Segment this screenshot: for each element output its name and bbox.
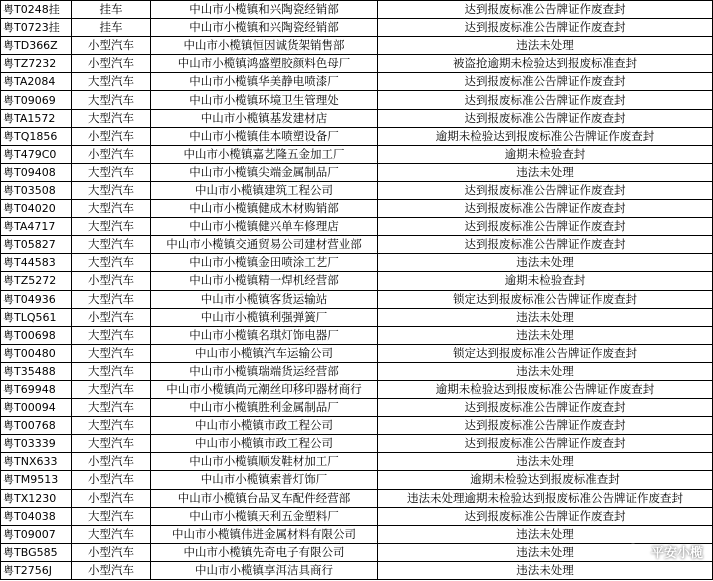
owner-cell: 中山市小榄镇尖端金属制品厂 — [151, 163, 378, 181]
plate-cell: 粤TM9513 — [1, 471, 72, 489]
status-cell: 达到报废标准公告牌证作废查封 — [378, 399, 713, 417]
plate-cell: 粤TA2084 — [1, 73, 72, 91]
vehicle-type-cell: 大型汽车 — [72, 399, 151, 417]
owner-cell: 中山市小榄镇台品叉车配件经营部 — [151, 489, 378, 507]
status-cell: 逾期未检验达到报废标准公告牌证作废查封 — [378, 127, 713, 145]
owner-cell: 中山市小榄镇建筑工程公司 — [151, 181, 378, 199]
plate-cell: 粤T2756J — [1, 561, 72, 579]
plate-cell: 粤T09007 — [1, 525, 72, 543]
vehicle-type-cell: 大型汽车 — [72, 91, 151, 109]
owner-cell: 中山市小榄镇汽车运输公司 — [151, 344, 378, 362]
watermark-text: 平安小榄 — [650, 546, 703, 561]
vehicle-type-cell: 小型汽车 — [72, 55, 151, 73]
table-row — [1, 37, 713, 55]
status-cell: 违法未处理 — [378, 163, 713, 181]
vehicle-type-cell: 大型汽车 — [72, 200, 151, 218]
plate-cell: 粤TNX633 — [1, 453, 72, 471]
table-row — [1, 109, 713, 127]
plate-cell: 粤T0248挂 — [1, 1, 72, 19]
table-row — [1, 1, 713, 19]
plate-cell: 粤T03508 — [1, 181, 72, 199]
table-row — [1, 73, 713, 91]
plate-cell: 粤TQ1856 — [1, 127, 72, 145]
table-row — [1, 453, 713, 471]
status-cell: 违法未处理 — [378, 308, 713, 326]
vehicle-type-cell: 小型汽车 — [72, 272, 151, 290]
plate-cell: 粤TA1572 — [1, 109, 72, 127]
owner-cell: 中山市小榄镇伟进金属材料有限公司 — [151, 525, 378, 543]
owner-cell: 中山市小榄镇交通贸易公司建材营业部 — [151, 236, 378, 254]
owner-cell: 中山市小榄镇健成木材购销部 — [151, 200, 378, 218]
vehicle-type-cell: 大型汽车 — [72, 236, 151, 254]
table-row — [1, 218, 713, 236]
owner-cell: 中山市小榄镇精一焊机经营部 — [151, 272, 378, 290]
table-row — [1, 561, 713, 579]
table-row — [1, 91, 713, 109]
vehicle-type-cell: 小型汽车 — [72, 471, 151, 489]
status-cell: 达到报废标准公告牌证作废查封 — [378, 1, 713, 19]
plate-cell: 粤T04038 — [1, 507, 72, 525]
vehicle-type-cell: 大型汽车 — [72, 254, 151, 272]
status-cell: 达到报废标准公告牌证作废查封 — [378, 200, 713, 218]
status-cell: 逾期未检验达到报废标准查封 — [378, 471, 713, 489]
vehicle-type-cell: 大型汽车 — [72, 163, 151, 181]
status-cell: 违法未处理逾期未检验达到报废标准公告牌证作废查封 — [378, 489, 713, 507]
vehicle-type-cell: 小型汽车 — [72, 453, 151, 471]
owner-cell: 中山市小榄镇顺发鞋材加工厂 — [151, 453, 378, 471]
vehicle-type-cell: 小型汽车 — [72, 543, 151, 561]
vehicle-type-cell: 小型汽车 — [72, 145, 151, 163]
status-cell: 达到报废标准公告牌证作废查封 — [378, 218, 713, 236]
plate-cell: 粤TZ7232 — [1, 55, 72, 73]
table-row — [1, 489, 713, 507]
plate-cell: 粤T09408 — [1, 163, 72, 181]
plate-cell: 粤T0723挂 — [1, 19, 72, 37]
table-row — [1, 200, 713, 218]
owner-cell: 中山市小榄镇佳本喷塑设备厂 — [151, 127, 378, 145]
owner-cell: 中山市小榄镇基发建材店 — [151, 109, 378, 127]
vehicle-type-cell: 大型汽车 — [72, 525, 151, 543]
table-row — [1, 344, 713, 362]
table-row — [1, 543, 713, 561]
vehicle-type-cell: 小型汽车 — [72, 37, 151, 55]
table-row — [1, 127, 713, 145]
vehicle-type-cell: 小型汽车 — [72, 561, 151, 579]
table-row — [1, 290, 713, 308]
vehicle-type-cell: 大型汽车 — [72, 417, 151, 435]
status-cell: 逾期未检验达到报废标准公告牌证作废查封 — [378, 380, 713, 398]
table-row — [1, 19, 713, 37]
plate-cell: 粤TLQ561 — [1, 308, 72, 326]
vehicle-type-cell: 大型汽车 — [72, 362, 151, 380]
status-cell: 锁定达到报废标准公告牌证作废查封 — [378, 344, 713, 362]
table-row — [1, 399, 713, 417]
table-row — [1, 145, 713, 163]
vehicle-type-cell: 大型汽车 — [72, 380, 151, 398]
status-cell: 达到报废标准公告牌证作废查封 — [378, 435, 713, 453]
owner-cell: 中山市小榄镇尚元潮丝印移印器材商行 — [151, 380, 378, 398]
status-cell: 违法未处理 — [378, 326, 713, 344]
owner-cell: 中山市小榄镇和兴陶瓷经销部 — [151, 1, 378, 19]
table-row — [1, 236, 713, 254]
owner-cell: 中山市小榄镇和兴陶瓷经销部 — [151, 19, 378, 37]
table-row — [1, 272, 713, 290]
owner-cell: 中山市小榄镇金田喷涂工艺厂 — [151, 254, 378, 272]
vehicle-type-cell: 大型汽车 — [72, 507, 151, 525]
status-cell: 逾期未检验查封 — [378, 145, 713, 163]
owner-cell: 中山市小榄镇环境卫生管理处 — [151, 91, 378, 109]
status-cell: 达到报废标准公告牌证作废查封 — [378, 417, 713, 435]
owner-cell: 中山市小榄镇市政工程公司 — [151, 435, 378, 453]
owner-cell: 中山市小榄镇恒因诚货架销售部 — [151, 37, 378, 55]
table-row — [1, 435, 713, 453]
plate-cell: 粤T69948 — [1, 380, 72, 398]
status-cell: 违法未处理 — [378, 362, 713, 380]
owner-cell: 中山市小榄镇先奇电子有限公司 — [151, 543, 378, 561]
owner-cell: 中山市小榄镇瑞端货运经营部 — [151, 362, 378, 380]
owner-cell: 中山市小榄镇名琪灯饰电器厂 — [151, 326, 378, 344]
plate-cell: 粤T04020 — [1, 200, 72, 218]
plate-cell: 粤T00768 — [1, 417, 72, 435]
vehicle-type-cell: 大型汽车 — [72, 326, 151, 344]
plate-cell: 粤T03339 — [1, 435, 72, 453]
vehicle-type-cell: 挂车 — [72, 19, 151, 37]
table-row — [1, 163, 713, 181]
owner-cell: 中山市小榄镇嘉艺隆五金加工厂 — [151, 145, 378, 163]
owner-cell: 中山市小榄镇享洱洁具商行 — [151, 561, 378, 579]
plate-cell: 粤T04936 — [1, 290, 72, 308]
vehicle-type-cell: 小型汽车 — [72, 308, 151, 326]
status-cell: 达到报废标准公告牌证作废查封 — [378, 73, 713, 91]
vehicle-type-cell: 小型汽车 — [72, 127, 151, 145]
vehicle-type-cell: 大型汽车 — [72, 181, 151, 199]
vehicle-type-cell: 大型汽车 — [72, 290, 151, 308]
plate-cell: 粤T00480 — [1, 344, 72, 362]
plate-cell: 粤T00094 — [1, 399, 72, 417]
plate-cell: 粤T05827 — [1, 236, 72, 254]
owner-cell: 中山市小榄镇胜利金属制品厂 — [151, 399, 378, 417]
owner-cell: 中山市小榄镇索普灯饰厂 — [151, 471, 378, 489]
owner-cell: 中山市小榄镇市政工程公司 — [151, 417, 378, 435]
table-row — [1, 417, 713, 435]
vehicle-type-cell: 大型汽车 — [72, 435, 151, 453]
table-row — [1, 326, 713, 344]
vehicle-type-cell: 大型汽车 — [72, 109, 151, 127]
table-row — [1, 308, 713, 326]
plate-cell: 粤TBG585 — [1, 543, 72, 561]
table-row — [1, 181, 713, 199]
plate-cell: 粤T09069 — [1, 91, 72, 109]
owner-cell: 中山市小榄镇华美静电喷漆厂 — [151, 73, 378, 91]
plate-cell: 粤TX1230 — [1, 489, 72, 507]
status-cell: 违法未处理 — [378, 254, 713, 272]
vehicle-type-cell: 小型汽车 — [72, 489, 151, 507]
status-cell: 达到报废标准公告牌证作废查封 — [378, 19, 713, 37]
vehicle-table-body — [1, 1, 713, 580]
plate-cell: 粤T44583 — [1, 254, 72, 272]
status-cell: 违法未处理 — [378, 37, 713, 55]
owner-cell: 中山市小榄镇鸿盛塑胶颜料色母厂 — [151, 55, 378, 73]
status-cell: 达到报废标准公告牌证作废查封 — [378, 236, 713, 254]
status-cell: 达到报废标准公告牌证作废查封 — [378, 109, 713, 127]
status-cell: 达到报废标准公告牌证作废查封 — [378, 507, 713, 525]
owner-cell: 中山市小榄镇客货运输站 — [151, 290, 378, 308]
vehicle-type-cell: 大型汽车 — [72, 73, 151, 91]
owner-cell: 中山市小榄镇天利五金塑料厂 — [151, 507, 378, 525]
plate-cell: 粤TZ5272 — [1, 272, 72, 290]
status-cell: 违法未处理 — [378, 561, 713, 579]
vehicle-type-cell: 挂车 — [72, 1, 151, 19]
status-cell: 锁定达到报废标准公告牌证作废查封 — [378, 290, 713, 308]
status-cell: 违法未处理 — [378, 525, 713, 543]
table-row — [1, 380, 713, 398]
vehicle-type-cell: 大型汽车 — [72, 218, 151, 236]
plate-cell: 粤T00698 — [1, 326, 72, 344]
table-row — [1, 362, 713, 380]
status-cell: 达到报废标准公告牌证作废查封 — [378, 181, 713, 199]
status-cell: 违法未处理 — [378, 543, 713, 561]
owner-cell: 中山市小榄镇健兴单车修理店 — [151, 218, 378, 236]
table-row — [1, 254, 713, 272]
vehicle-type-cell: 大型汽车 — [72, 344, 151, 362]
table-row — [1, 55, 713, 73]
plate-cell: 粤TD366Z — [1, 37, 72, 55]
owner-cell: 中山市小榄镇利强弹簧厂 — [151, 308, 378, 326]
status-cell: 达到报废标准公告牌证作废查封 — [378, 91, 713, 109]
status-cell: 逾期未检验查封 — [378, 272, 713, 290]
status-cell: 被盗抢逾期未检验达到报废标准查封 — [378, 55, 713, 73]
table-row — [1, 507, 713, 525]
plate-cell: 粤T35488 — [1, 362, 72, 380]
plate-cell: 粤T479C0 — [1, 145, 72, 163]
status-cell: 违法未处理 — [378, 453, 713, 471]
plate-cell: 粤TA4717 — [1, 218, 72, 236]
table-row — [1, 525, 713, 543]
table-row — [1, 471, 713, 489]
